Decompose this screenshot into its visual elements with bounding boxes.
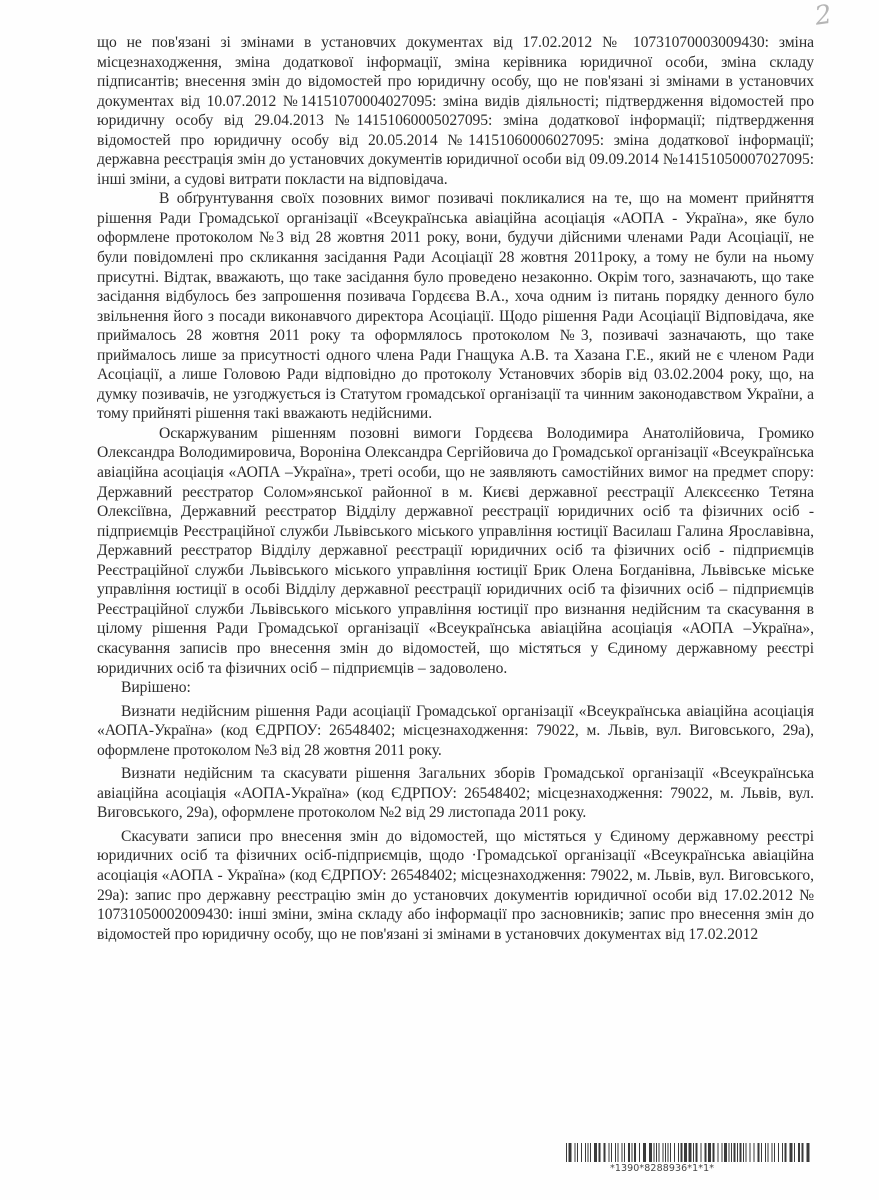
barcode-bar xyxy=(689,1143,692,1162)
paragraph-resolution-council-decision: Визнати недійсним рішення Ради асоціації Громадської організації «Всеукраїнська авіаційна асоціація «АОПА-Україна» (код ЄДРПОУ: 26548402; місцезнаходження: 79022, м. Львів, вул. Виговського, 29а), оформлене протоколом №3 від 28 жовтня 2011 року. xyxy=(97,702,814,759)
barcode-bar xyxy=(656,1143,657,1162)
barcode-bar xyxy=(678,1143,679,1162)
barcode-bar xyxy=(590,1143,591,1162)
barcode-bar xyxy=(758,1143,760,1162)
barcode-bar xyxy=(785,1143,787,1162)
barcode-bar xyxy=(746,1143,747,1162)
paragraph-resolution-cancel-records: Скасувати записи про внесення змін до відомостей, що містяться у Єдиному державному реєстрі юридичних осіб та фізичних осіб-підприємців, щодо ·Громадської організації «Всеукраїнська авіаційна асоціація «АОПА - Україна» (код ЄДРПОУ: 26548402; місцезнаходження: 79022, м. Львів, вул. Виговського, 29а): запис про державну реєстрацію змін до установчих документів юридичної особи від 17.02.2012 № 10731050002009430: інші зміни, зміна складу або інформації про засновників; запис про внесення змін до відомостей про юридичну особу, що не пов'язані зі змінами в установчих документах від 17.02.2012 xyxy=(97,827,814,943)
barcode-bar xyxy=(696,1143,698,1162)
barcode-bar xyxy=(668,1143,669,1162)
document-body xyxy=(97,33,814,944)
barcode-bar xyxy=(628,1143,630,1162)
barcode-bar xyxy=(743,1143,744,1162)
paragraph-appealed-decision: Оскаржуваним рішенням позовні вимоги Гордєєва Володимира Анатолійовича, Громико Олександра Володимировича, Вороніна Олександра Сергійовича до Громадської організації «Всеукраїнська авіаційна асоціація «АОПА –Україна», треті особи, що не заявляють самостійних вимог на предмет спору: Державний реєстратор Солом»янської районної в м. Києві державної реєстрації Алєксєєнко Тетяна Олексіївна, Державний реєстратор Відділу державної реєстрації юридичних осіб та фізичних осіб - підприємців Реєстраційної служби Львівського міського управління юстиції Василаш Галина Ярославівна, Державний реєстратор Відділу державної реєстрації юридичних осіб та фізичних осіб - підприємців Реєстраційної служби Львівського міського управління юстиції Брик Олена Богданівна, Львівське міське управління юстиції в особі Відділу державної реєстрації юридичних осіб та фізичних осіб – підприємців Реєстраційної служби Львівського міського управління юстиції про визнання недійсним та скасування в цілому рішення Ради Громадської організації «Всеукраїнська авіаційна асоціація «АОПА –Україна», скасування записів про внесення змін до відомостей, що містяться у Єдиному державному реєстрі юридичних осіб та фізичних осіб – підприємців – задоволено. xyxy=(97,424,814,677)
barcode-bar xyxy=(765,1143,766,1162)
barcode-bars xyxy=(566,1143,810,1162)
barcode-bar xyxy=(622,1143,623,1162)
barcode-bar xyxy=(581,1143,582,1162)
barcode-bar xyxy=(768,1143,769,1162)
barcode-bar xyxy=(674,1143,675,1162)
barcode-bar xyxy=(754,1143,755,1162)
paragraph-claims-continuation: що не пов'язані зі змінами в установчих документах від 17.02.2012 № 10731070003009430: зміна місцезнаходження, зміна додаткової інформації, зміна керівника юридичної особи, зміна складу підписантів; внесення змін до відомостей про юридичну особу, що не пов'язані зі змінами в установчих документах від 10.07.2012 №14151070004027095: зміна видів діяльності; підтвердження відомостей про юридичну особу від 29.04.2013 №14151060005027095: зміна додаткової інформації; підтвердження відомостей про юридичну особу від 20.05.2014 №14151060006027095: зміна додаткової інформації; державна реєстрація змін до установчих документів юридичної особи від 09.09.2014 №14151050007027095: інші зміни, а судові витрати покласти на відповідача. xyxy=(97,34,814,188)
barcode-bar xyxy=(569,1143,572,1162)
barcode-bar xyxy=(734,1143,736,1162)
barcode-bar xyxy=(693,1143,694,1162)
barcode-label: *1390*8288936*1*1* xyxy=(610,1163,715,1174)
barcode-bar xyxy=(778,1143,779,1162)
barcode-bar xyxy=(740,1143,742,1162)
barcode-bar xyxy=(649,1143,652,1162)
barcode-bar xyxy=(798,1143,800,1162)
barcode-bar xyxy=(774,1143,775,1162)
barcode-bar xyxy=(681,1143,683,1162)
barcode-bar xyxy=(618,1143,619,1162)
barcode-bar xyxy=(654,1143,655,1162)
barcode-bar xyxy=(575,1143,576,1162)
barcode-bar xyxy=(718,1143,719,1162)
barcode-bar xyxy=(604,1143,606,1162)
barcode-bar xyxy=(609,1143,610,1162)
barcode-bar xyxy=(632,1143,633,1162)
barcode-bar xyxy=(729,1143,730,1162)
barcode-bar xyxy=(794,1143,795,1162)
barcode xyxy=(566,1143,810,1183)
barcode-bar xyxy=(611,1143,612,1162)
barcode-bar xyxy=(643,1143,646,1162)
barcode-bar xyxy=(807,1143,810,1162)
barcode-bar xyxy=(722,1143,723,1162)
paragraph-resolution-general-meeting: Визнати недійсним та скасувати рішення Загальних зборів Громадської організації «Всеукраїнська авіаційна асоціація «АОПА-Україна» (код ЄДРПОУ: 26548402; місцезнаходження: 79022, м. Львів, вул. Виговського, 29а), оформлене протоколом №2 від 29 листопада 2011 року. xyxy=(97,765,814,822)
barcode-bar xyxy=(594,1143,597,1162)
barcode-bar xyxy=(577,1143,578,1162)
barcode-bar xyxy=(634,1143,636,1162)
handwritten-page-number: 2 xyxy=(813,0,834,32)
barcode-bar xyxy=(663,1143,664,1162)
barcode-bar xyxy=(665,1143,666,1162)
barcode-bar xyxy=(708,1143,711,1162)
barcode-bar xyxy=(782,1143,783,1162)
barcode-bar xyxy=(737,1143,738,1162)
barcode-bar xyxy=(713,1143,715,1162)
barcode-bar xyxy=(761,1143,762,1162)
barcode-bar xyxy=(790,1143,793,1162)
barcode-bar xyxy=(588,1143,589,1162)
barcode-bar xyxy=(701,1143,702,1162)
barcode-bar xyxy=(705,1143,707,1162)
paragraph-plaintiffs-grounds: В обґрунтування своїх позовних вимог позивачі покликалися на те, що на момент прийняття рішення Ради Громадської організації «Всеукраїнська авіаційна асоціація «АОПА - Україна», яке було оформлене протоколом №3 від 28 жовтня 2011 року, вони, будучи дійсними членами Ради Асоціації, не були повідомлені про скликання засідання Ради Асоціації 28 жовтня 2011року, а тому не були на ньому присутні. Відтак, вважають, що таке засідання було проведено незаконно. Окрім того, зазначають, що таке засідання відбулось без запрошення позивача Гордєєва В.А., хоча одним із питань порядку денного було звільнення його з посади виконавчого директора Асоціації. Щодо рішення Ради Асоціації Відповідача, яке приймалось 28 жовтня 2011 року та оформлялось протоколом №3, позивачі зазначають, що таке приймалось лише за присутності одного члена Ради Гнащука А.В. та Хазана Г.Е., який не є членом Ради Асоціації, а лише Головою Ради відповідно до протоколу Установчих зборів від 03.02.2004 року, що, на думку позивачів, не узгоджується із Статутом громадської організації та чинним законодавством України, а тому прийняті рішення такі вважають недійсними. xyxy=(97,190,814,423)
barcode-bar xyxy=(659,1143,660,1162)
barcode-bar xyxy=(670,1143,671,1162)
barcode-bar xyxy=(724,1143,727,1162)
paragraph-resolved-heading: Вирішено: xyxy=(121,679,191,697)
barcode-bar xyxy=(684,1143,687,1162)
barcode-bar xyxy=(585,1143,586,1162)
barcode-bar xyxy=(566,1143,567,1162)
barcode-bar xyxy=(772,1143,773,1162)
barcode-bar xyxy=(615,1143,616,1162)
barcode-bar xyxy=(599,1143,601,1162)
barcode-bar xyxy=(639,1143,640,1162)
barcode-bar xyxy=(731,1143,732,1162)
barcode-bar xyxy=(750,1143,751,1162)
barcode-bar xyxy=(802,1143,804,1162)
barcode-bar xyxy=(624,1143,625,1162)
